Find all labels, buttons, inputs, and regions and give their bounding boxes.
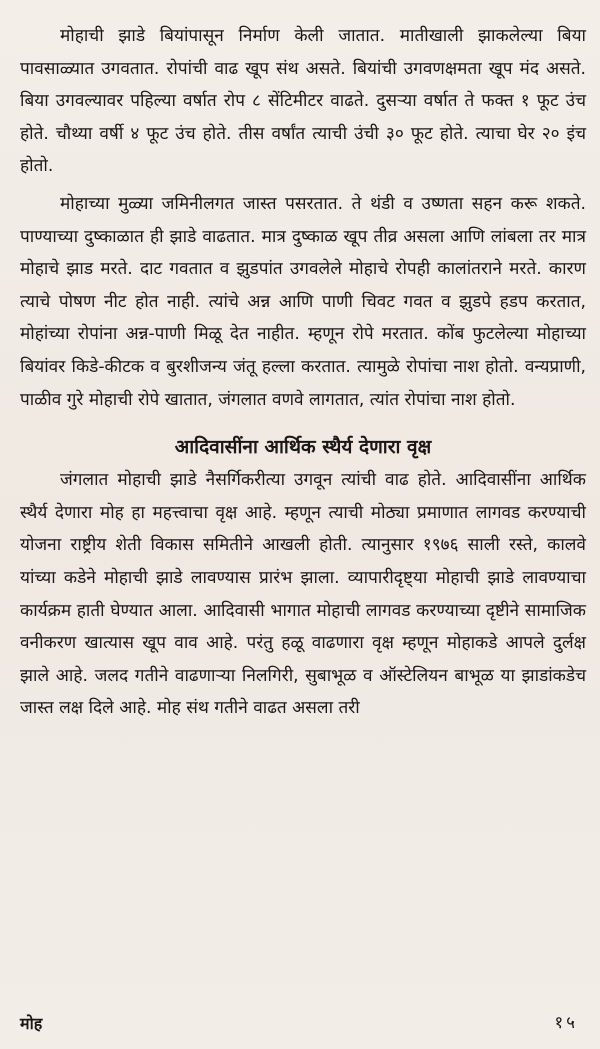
page-number: १५ bbox=[554, 1013, 578, 1033]
section-heading: आदिवासींना आर्थिक स्थैर्य देणारा वृक्ष bbox=[174, 436, 432, 459]
page-body bbox=[20, 20, 586, 725]
paragraph-economic-tree: जंगलात मोहाची झाडे नैसर्गिकरीत्या उगवून त्यांची वाढ होते. आदिवासींना आर्थिक स्थैर्य देणारा मोह हा महत्त्वाचा वृक्ष आहे. म्हणून त्याची मोठ्या प्रमाणात लागवड करण्याची योजना राष्ट्रीय शेती विकास समितीने आखली होती. त्यानुसार १९७६ साली रस्ते, कालवे यांच्या कडेने मोहाची झाडे लावण्यास प्रारंभ झाला. व्यापारीदृष्ट्या मोहाची झाडे लावण्याचा कार्यक्रम हाती घेण्यात आला. आदिवासी भागात मोहाची लागवड करण्याच्या दृष्टीने सामाजिक वनीकरण खात्यास खूप वाव आहे. परंतु हळू वाढणारा वृक्ष म्हणून मोहाकडे आपले दुर्लक्ष झाले आहे. जलद गतीने वाढणाऱ्या निलगिरी, सुबाभूळ व ऑस्टेलियन बाभूळ या झाडांकडेच जास्त लक्ष दिले आहे. मोह संथ गतीने वाढत असला तरी bbox=[20, 470, 586, 719]
paragraph-seed-growth: मोहाची झाडे बियांपासून निर्माण केली जातात. मातीखाली झाकलेल्या बिया पावसाळ्यात उगवतात. रोपांची वाढ खूप संथ असते. बियांची उगवणक्षमता खूप मंद असते. बिया उगवल्यावर पहिल्या वर्षात रोप ८ सेंटिमीटर वाढते. दुसऱ्या वर्षात ते फक्त १ फूट उंच होते. चौथ्या वर्षी ४ फूट उंच होते. तीस वर्षांत त्याची उंची ३० फूट होते. त्याचा घेर २० इंच होतो. bbox=[20, 26, 586, 177]
paragraph-roots-drought: मोहाच्या मुळ्या जमिनीलगत जास्त पसरतात. ते थंडी व उष्णता सहन करू शकते. पाण्याच्या दुष्काळात ही झाडे वाढतात. मात्र दुष्काळ खूप तीव्र असला आणि लांबला तर मात्र मोहाचे झाड मरते. दाट गवतात व झुडपांत उगवलेले मोहाचे रोपही कालांतराने मरते. कारण त्याचे पोषण नीट होत नाही. त्यांचे अन्न आणि पाणी चिवट गवत व झुडपे हडप करतात, मोहांच्या रोपांना अन्न-पाणी मिळू देत नाहीत. म्हणून रोपे मरतात. कोंब फुटलेल्या मोहाच्या बियांवर किडे-कीटक व बुरशीजन्य जंतू हल्ला करतात. त्यामुळे रोपांचा नाश होतो. वन्यप्राणी, पाळीव गुरे मोहाची रोपे खातात, जंगलात वणवे लागतात, त्यांत रोपांचा नाश होतो. bbox=[20, 193, 586, 410]
running-footer-title: मोह bbox=[20, 1014, 43, 1033]
